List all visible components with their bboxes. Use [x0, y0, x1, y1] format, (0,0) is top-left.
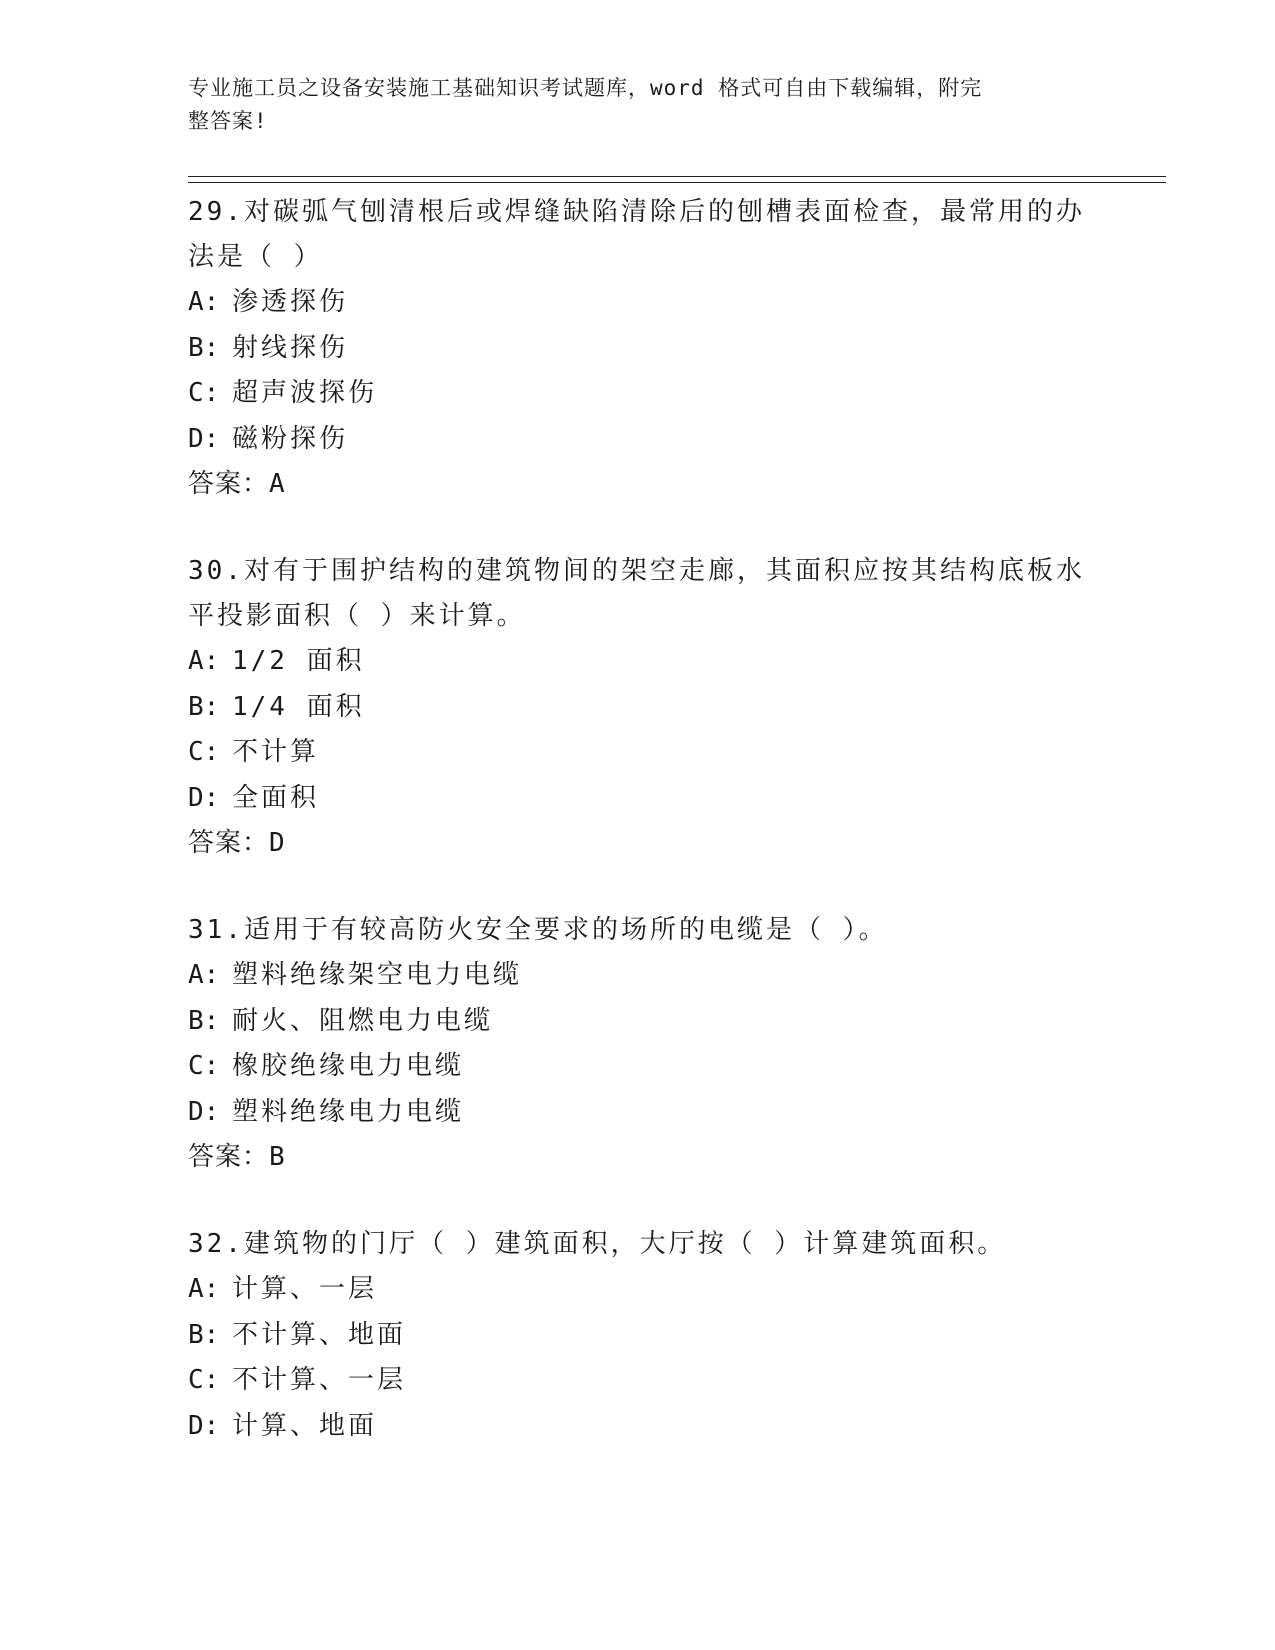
option-label: D:: [188, 1096, 220, 1127]
option-a: [188, 280, 1088, 326]
option-text: 不计算、一层: [232, 1365, 407, 1395]
option-label: D:: [188, 423, 220, 454]
option-label: C:: [188, 737, 220, 767]
header-line-2: 整答案!: [188, 109, 268, 133]
question-stem-line: 平投影面积（ ）来计算。: [188, 601, 526, 631]
option-text: 全面积: [232, 782, 320, 813]
header-line-1: 专业施工员之设备安装施工基础知识考试题库，word 格式可自由下载编辑，附完: [188, 76, 983, 100]
question-stem-line: 31.适用于有较高防火安全要求的场所的电缆是（ ）。: [188, 915, 888, 945]
question-stem-line: 30.对有于围护结构的建筑物间的架空走廊，其面积应按其结构底板水: [188, 556, 1085, 586]
option-label: A:: [188, 1274, 220, 1304]
option-d: [188, 1404, 1088, 1450]
option-text: 射线探伤: [232, 332, 349, 363]
question-list: [188, 190, 1088, 1491]
header-divider-top: [188, 176, 1166, 177]
option-text: 磁粉探伤: [232, 423, 349, 454]
question-31: [188, 908, 1088, 1180]
option-text: 计算、地面: [232, 1410, 378, 1441]
option-label: C:: [188, 1051, 220, 1081]
option-b: [188, 326, 1088, 372]
option-text: 塑料绝缘电力电缆: [232, 1096, 465, 1127]
option-label: A:: [188, 960, 220, 990]
option-label: C:: [188, 378, 220, 408]
document-header: [188, 72, 1088, 138]
question-stem: [188, 908, 1088, 953]
option-text: 橡胶绝缘电力电缆: [232, 1051, 465, 1081]
option-text: 渗透探伤: [232, 287, 349, 317]
option-a: [188, 953, 1088, 999]
option-text: 计算、一层: [232, 1274, 378, 1304]
option-label: B:: [188, 332, 220, 363]
option-d: [188, 417, 1088, 463]
option-label: B:: [188, 691, 220, 722]
option-d: [188, 1090, 1088, 1136]
option-text: 不计算、地面: [232, 1319, 407, 1350]
answer-line: 答案：D: [188, 828, 286, 858]
option-label: B:: [188, 1319, 220, 1350]
question-stem: [188, 549, 1088, 639]
question-stem-line: 法是（ ）: [188, 242, 323, 272]
question-stem: [188, 190, 1088, 280]
option-text: 塑料绝缘架空电力电缆: [232, 960, 523, 990]
option-label: D:: [188, 782, 220, 813]
option-c: [188, 371, 1088, 417]
answer-line: 答案：B: [188, 1142, 286, 1172]
option-b: [188, 685, 1088, 731]
option-text: 耐火、阻燃电力电缆: [232, 1005, 494, 1036]
option-a: [188, 639, 1088, 685]
option-text: 1/4 面积: [232, 691, 365, 722]
option-text: 1/2 面积: [232, 646, 365, 676]
question-stem-line: 29.对碳弧气刨清根后或焊缝缺陷清除后的刨槽表面检查，最常用的办: [188, 197, 1085, 227]
answer-line: 答案：A: [188, 469, 286, 499]
option-c: [188, 730, 1088, 776]
header-divider-bottom: [188, 182, 1166, 183]
option-a: [188, 1267, 1088, 1313]
question-29: [188, 190, 1088, 507]
question-32: [188, 1222, 1088, 1449]
option-b: [188, 1313, 1088, 1359]
option-c: [188, 1044, 1088, 1090]
question-30: [188, 549, 1088, 866]
option-label: D:: [188, 1410, 220, 1441]
option-b: [188, 999, 1088, 1045]
option-label: A:: [188, 646, 220, 676]
option-label: C:: [188, 1365, 220, 1395]
option-text: 不计算: [232, 737, 320, 767]
option-label: A:: [188, 287, 220, 317]
option-text: 超声波探伤: [232, 378, 378, 408]
option-c: [188, 1358, 1088, 1404]
option-d: [188, 776, 1088, 822]
question-stem: [188, 1222, 1088, 1267]
option-label: B:: [188, 1005, 220, 1036]
question-stem-line: 32.建筑物的门厅（ ）建筑面积，大厅按（ ）计算建筑面积。: [188, 1229, 1007, 1259]
